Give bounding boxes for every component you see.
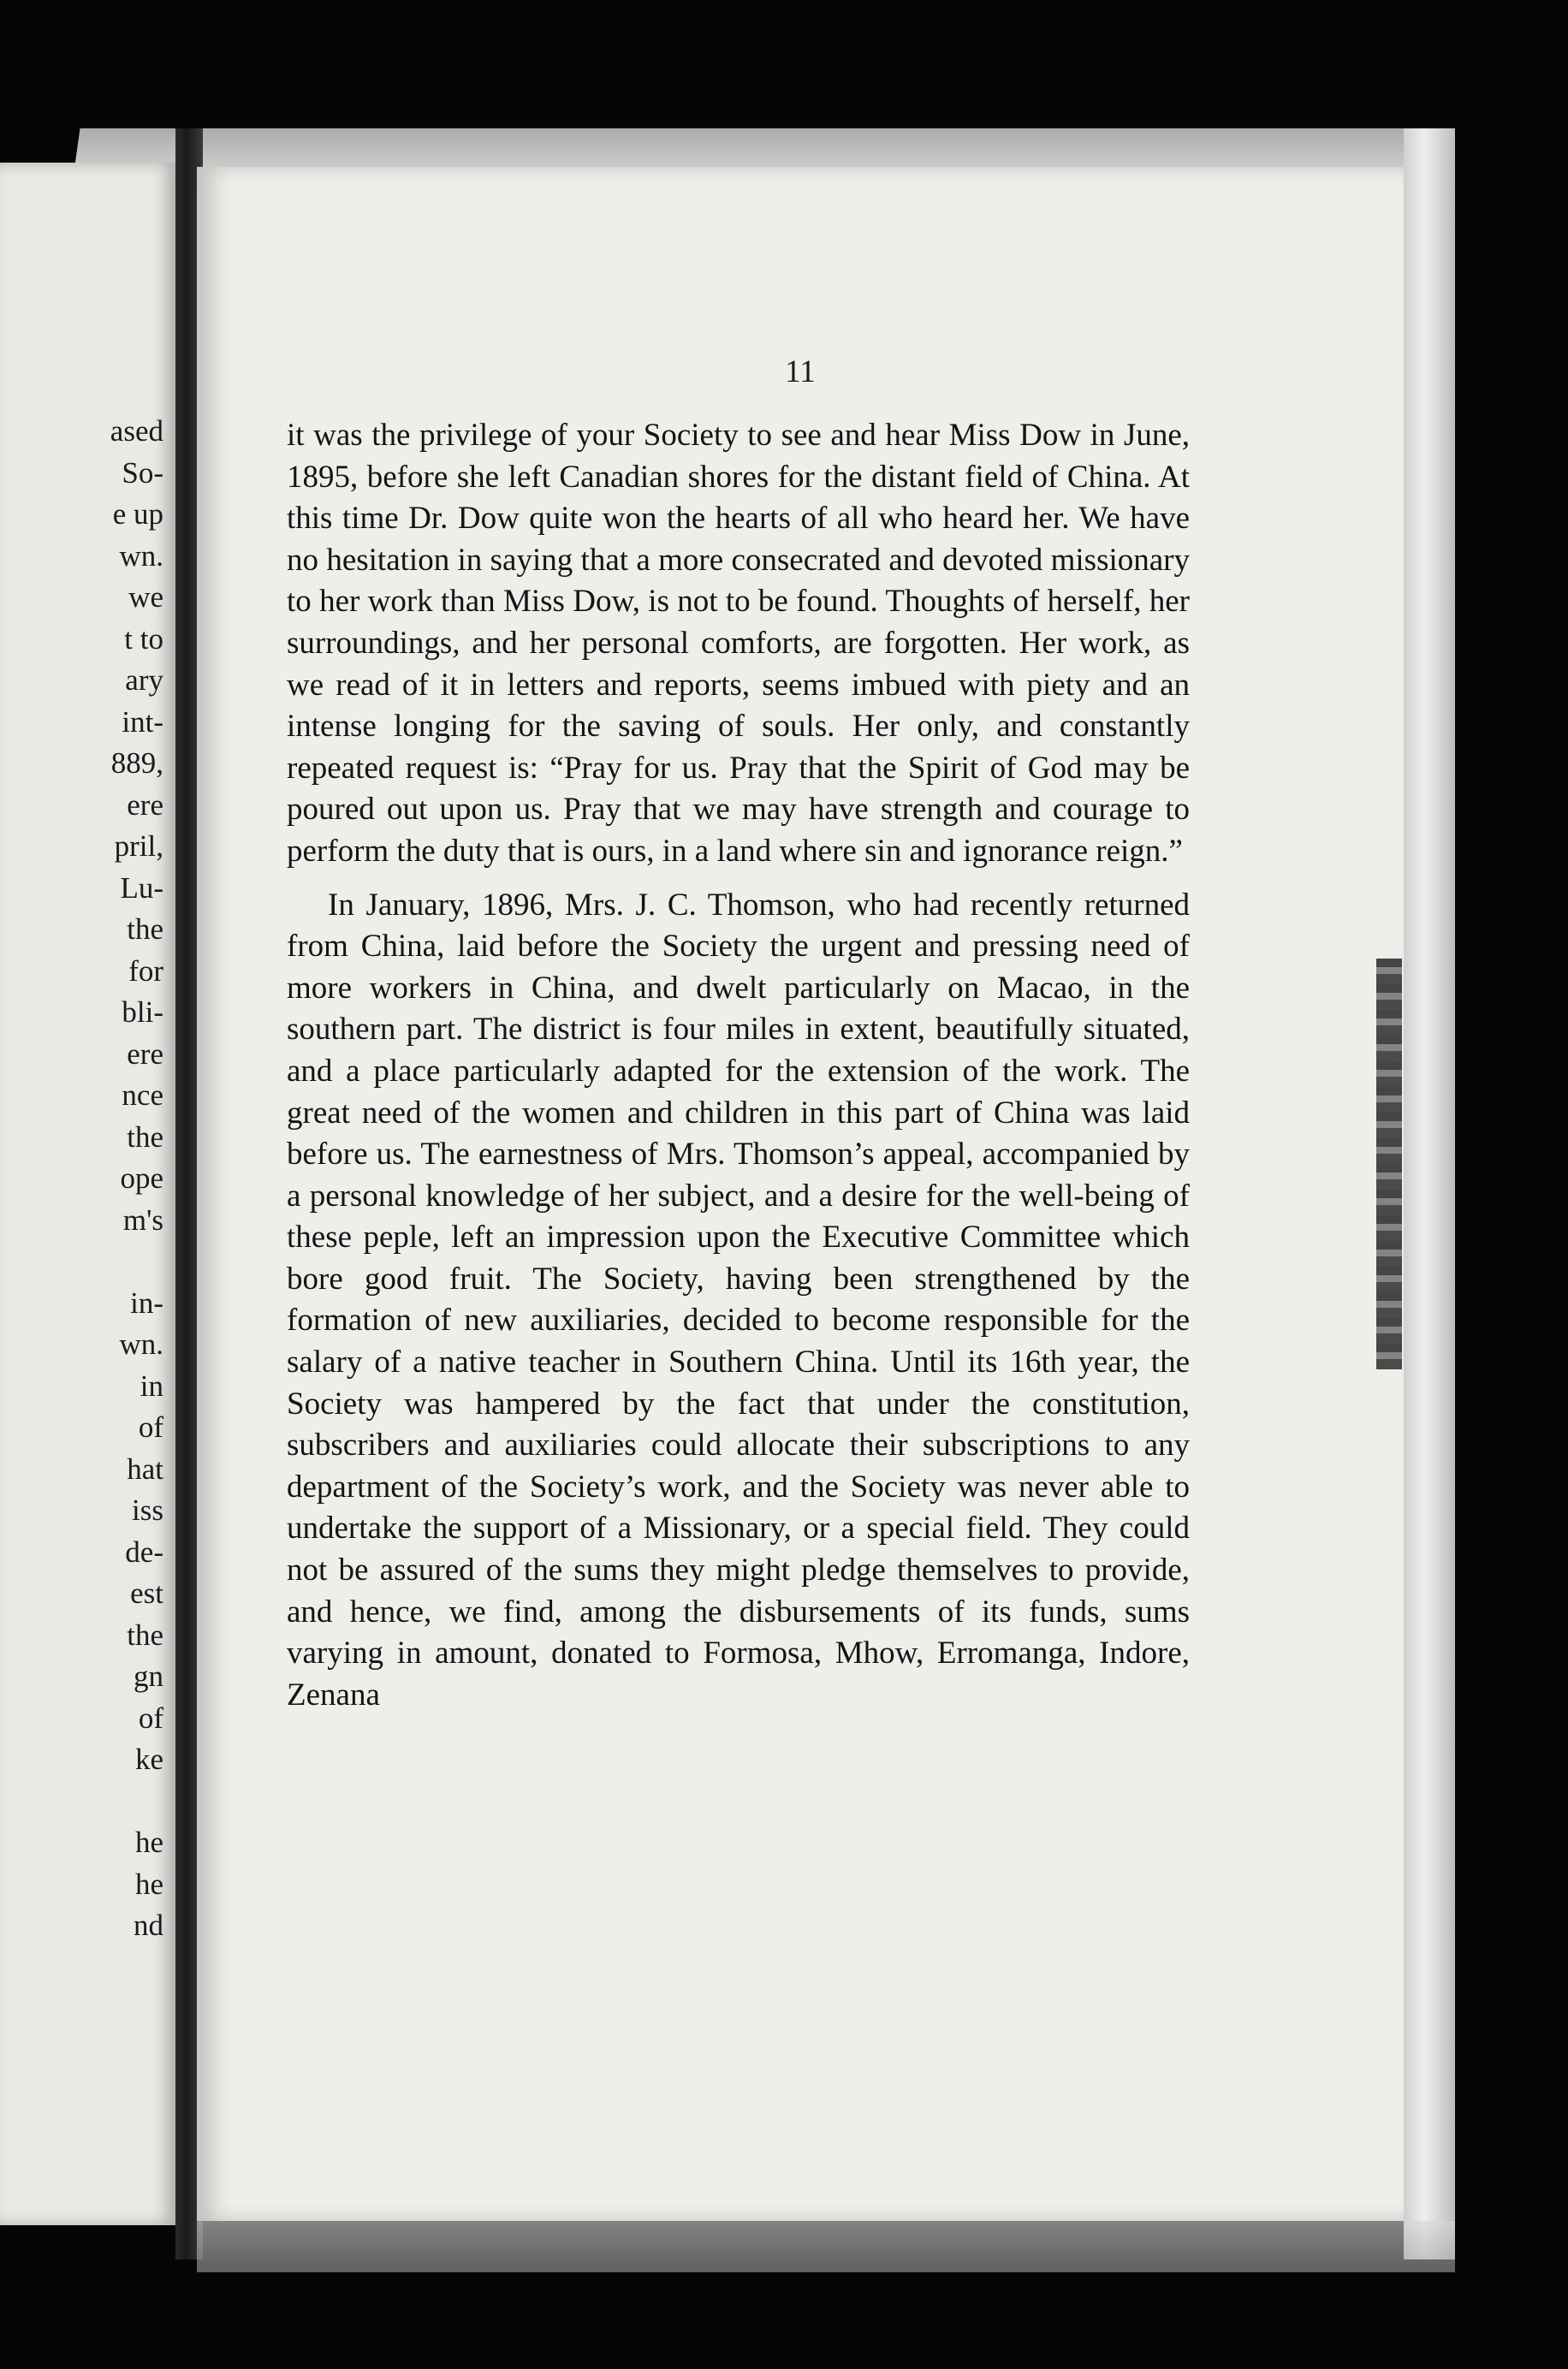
left-fragment: gn <box>134 1659 163 1693</box>
left-fragment: ary <box>125 663 163 697</box>
left-fragment: iss <box>132 1493 163 1527</box>
left-fragment: the <box>127 1119 163 1154</box>
left-fragment: wn. <box>119 538 163 573</box>
left-fragment: nd <box>134 1909 163 1942</box>
paragraph: it was the privilege of your Society to see and hear Miss Dow in June, 1895, before she left Canadian shores for the distant field of China. At this time Dr. Dow quite won the hearts of all who heard her. We have no hesitation in saying that a more consecrated and devoted missionary to her work than Miss Dow, is not to be found. Thoughts of herself, her surroundings, and her personal comforts, are forgotten. Her work, as we read of it in letters and reports, seems imbued with piety and an intense longing for the saving of souls. Her only, and constantly repeated request is: “Pray for us. Pray that the Spirit of God may be poured out upon us. Pray that we may have strength and courage to perform the duty that is ours, in a land where sin and ignorance reign.” <box>287 418 1190 869</box>
left-fragment: Lu- <box>120 870 163 905</box>
left-fragment: So- <box>122 455 163 490</box>
book-bottom-edge <box>197 2221 1455 2272</box>
left-fragment: pril, <box>114 829 163 863</box>
left-fragment: m's <box>122 1202 163 1237</box>
left-fragment: the <box>127 1618 163 1652</box>
left-fragment: of <box>138 1410 163 1444</box>
left-fragment: de- <box>125 1535 163 1569</box>
left-fragment: int- <box>122 704 163 739</box>
left-fragment: est <box>130 1576 163 1610</box>
left-fragment: ke <box>134 1743 163 1776</box>
left-fragment: we <box>128 580 163 614</box>
book-cover-top-edge <box>74 128 1415 171</box>
paragraph: In January, 1896, Mrs. J. C. Thomson, who had recently returned from China, laid before the Society the urgent and pressing need of more workers in China, and dwelt particularly on Macao, in the southern part. The district is four miles in extent, beautifully situated, and a place particularly adapted for the extension of the work. The great need of the women and children in this part of China was laid before us. The earnestness of Mrs. Thomson’s appeal, accompanied by a personal knowledge of her subject, and a desire for the well-being of these peple, left an impression upon the Executive Committee which bore good fruit. The Society, having been strengthened by the formation of new auxiliaries, decided to become responsible for the salary of a native teacher in Southern China. Until its 16th year, the Society was hampered by the fact that under the constitution, subscribers and auxiliaries could allocate their subscriptions to any department of the Society’s work, and the Society was never able to undertake the support of a Missionary, or a special field. They could not be assured of the sums they might pledge themselves to provide, and hence, we find, among the disbursements of its funds, sums varying in amount, donated to Formosa, Mhow, Erromanga, Indore, Zenana <box>287 887 1190 1713</box>
left-facing-page <box>0 163 175 2225</box>
paragraph-gap <box>9 1781 163 1823</box>
page-body <box>287 415 1190 1716</box>
page-number: 11 <box>785 354 816 389</box>
left-fragment: in- <box>130 1285 163 1320</box>
left-fragment: ere <box>127 1036 163 1071</box>
right-page <box>197 167 1404 2221</box>
left-fragment: t to <box>124 621 163 656</box>
book-cover-right-edge <box>1404 128 1455 2259</box>
left-fragment: e up <box>112 497 163 531</box>
left-fragment: ased <box>110 414 163 448</box>
left-page-text-fragments <box>9 411 163 1947</box>
left-fragment: bli- <box>122 995 163 1029</box>
left-fragment: of <box>138 1701 163 1735</box>
left-fragment: in <box>140 1369 163 1403</box>
left-fragment: wn. <box>119 1327 163 1361</box>
left-fragment: he <box>134 1826 163 1859</box>
left-fragment: ere <box>127 787 163 822</box>
spine-label-strip <box>1376 959 1402 1369</box>
left-fragment: the <box>127 912 163 946</box>
left-fragment: nce <box>122 1078 163 1112</box>
left-fragment: ope <box>120 1161 163 1195</box>
left-fragment: hat <box>127 1452 163 1486</box>
paragraph-gap <box>9 1241 163 1283</box>
left-fragment: 889, <box>110 746 163 780</box>
left-fragment: he <box>134 1867 163 1901</box>
left-fragment: for <box>128 953 163 988</box>
